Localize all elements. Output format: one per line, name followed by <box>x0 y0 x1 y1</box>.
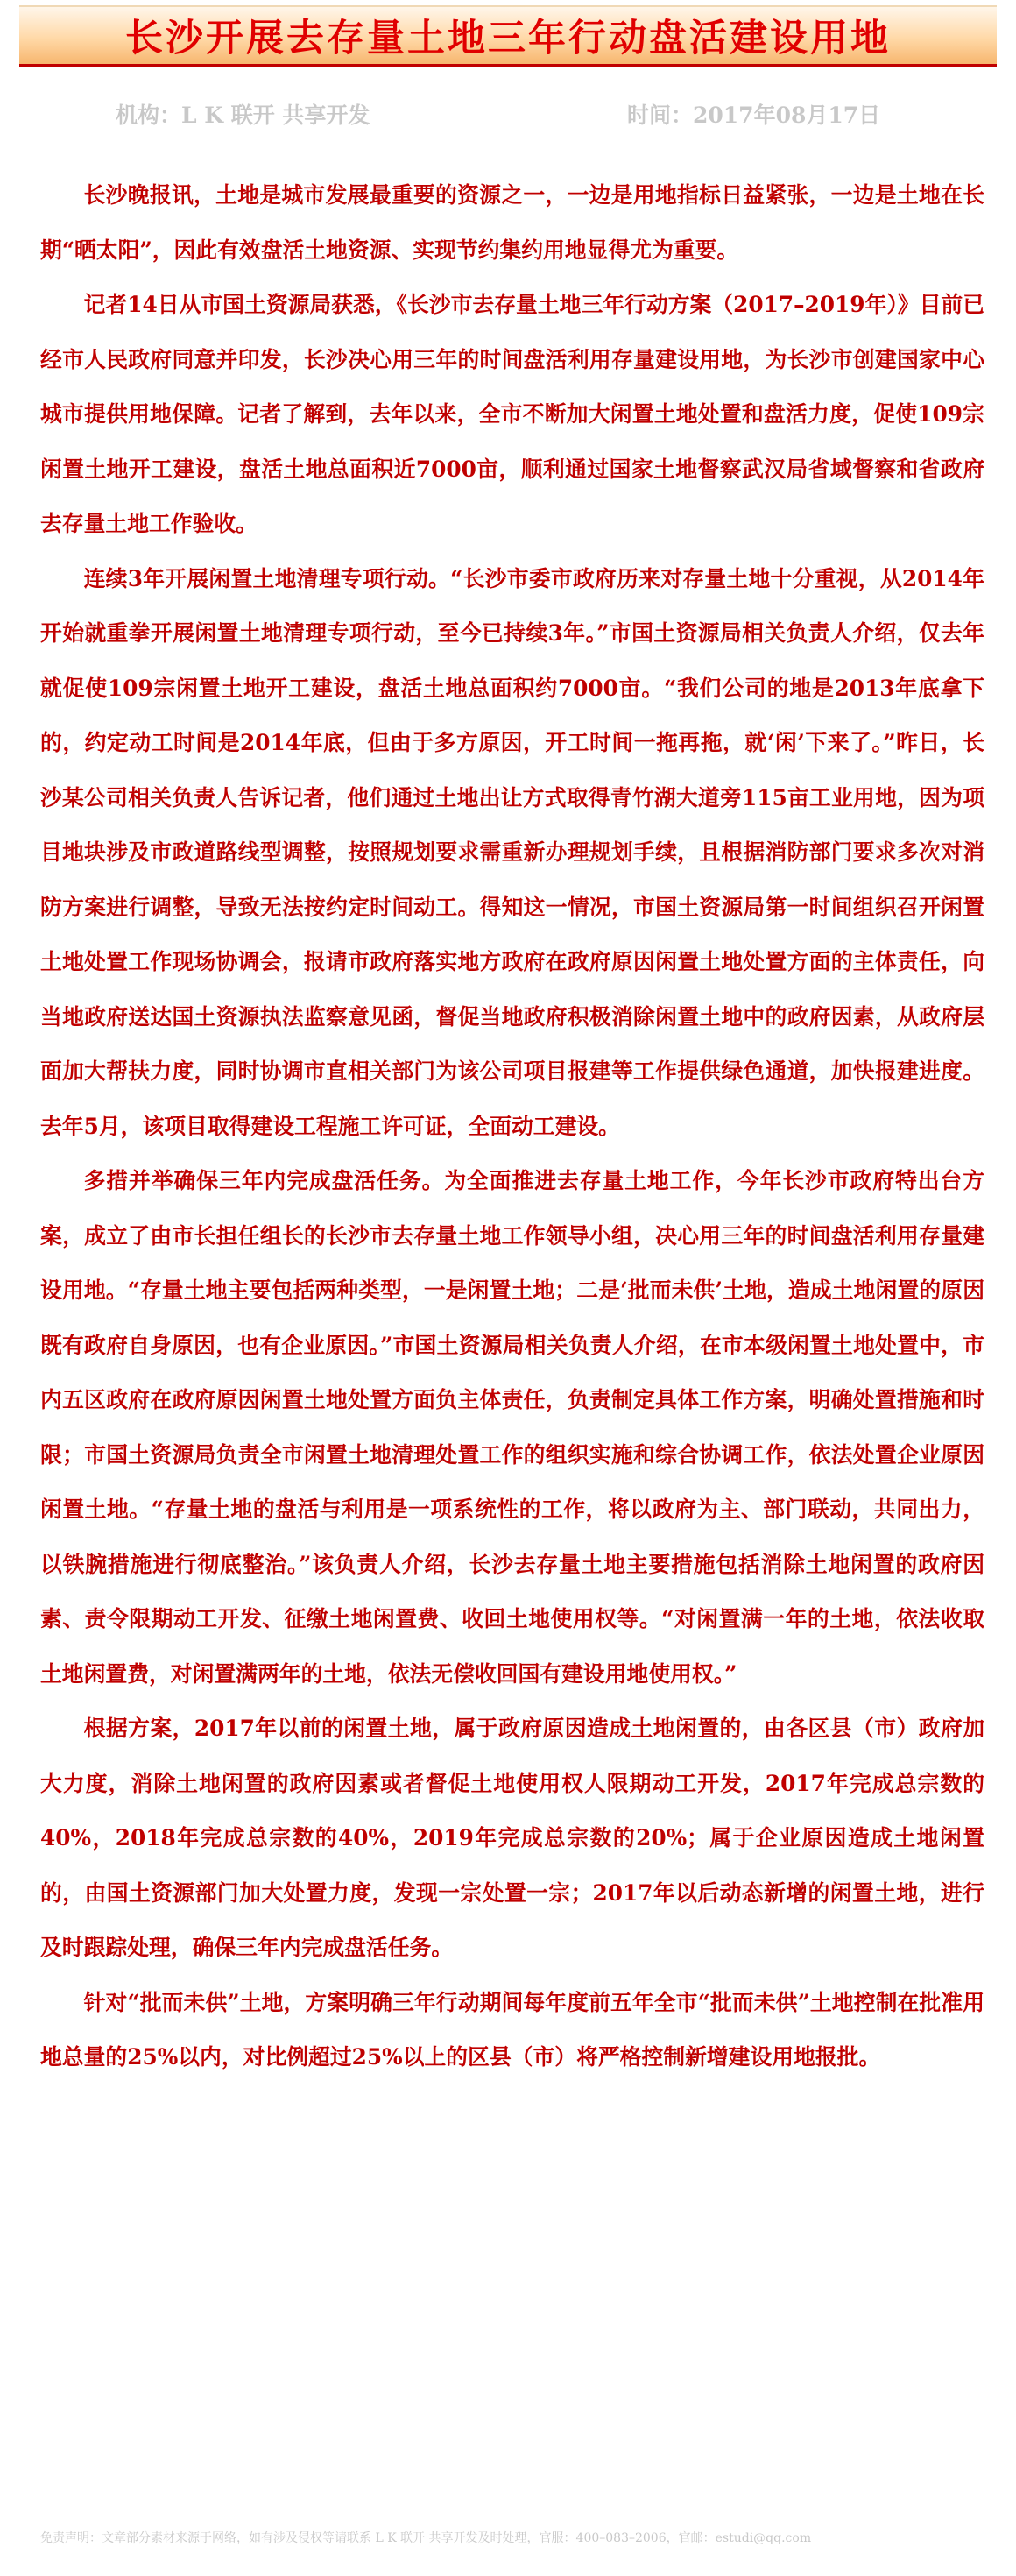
article-meta <box>0 98 1016 133</box>
article-body <box>40 168 984 2085</box>
paragraph-measures: 多措并举确保三年内完成盘活任务。为全面推进去存量土地工作，今年长沙市政府特出台方案，成立了由市长担任组长的长沙市去存量土地工作领导小组，决心用三年的时间盘活利用存量建设用地。“存量土地主要包括两种类型，一是闲置土地；二是‘批而未供’土地，造成土地闲置的原因既有政府自身原因，也有企业原因。”市国土资源局相关负责人介绍，在市本级闲置土地处置中，市内五区政府在政府原因闲置土地处置方面负主体责任，负责制定具体工作方案，明确处置措施和时限；市国土资源局负责全市闲置土地清理处置工作的组织实施和综合协调工作，依法处置企业原因闲置土地。“存量土地的盘活与利用是一项系统性的工作，将以政府为主、部门联动，共同出力，以铁腕措施进行彻底整治。”该负责人介绍，长沙去存量土地主要措施包括消除土地闲置的政府因素、责令限期动工开发、征缴土地闲置费、收回土地使用权等。“对闲置满一年的土地，依法收取土地闲置费，对闲置满两年的土地，依法无偿收回国有建设用地使用权。” <box>40 1168 984 1687</box>
paragraph-unsupplied-land: 针对“批而未供”土地，方案明确三年行动期间每年度前五年全市“批而未供”土地控制在批准用地总量的25%以内，对比例超过25%以上的区县（市）将严格控制新增建设用地报批。 <box>40 1989 984 2070</box>
paragraph-plan: 记者14日从市国土资源局获悉，《长沙市去存量土地三年行动方案（2017–2019年）》目前已经市人民政府同意并印发，长沙决心用三年的时间盘活利用存量建设用地，为长沙市创建国家中心城市提供用地保障。记者了解到，去年以来，全市不断加大闲置土地处置和盘活力度，促使109宗闲置土地开工建设，盘活土地总面积近7000亩，顺利通过国家土地督察武汉局省域督察和省政府去存量土地工作验收。 <box>40 292 984 536</box>
organization-label: 机构：L K 联开 共享开发 <box>116 103 370 128</box>
paragraph-cleanup: 连续3年开展闲置土地清理专项行动。“长沙市委市政府历来对存量土地十分重视，从2014年开始就重拳开展闲置土地清理专项行动，至今已持续3年。”市国土资源局相关负责人介绍，仅去年就促使109宗闲置土地开工建设，盘活土地总面积约7000亩。“我们公司的地是2013年底拿下的，约定动工时间是2014年底，但由于多方原因，开工时间一拖再拖，就‘闲’下来了。”昨日，长沙某公司相关负责人告诉记者，他们通过土地出让方式取得青竹湖大道旁115亩工业用地，因为项目地块涉及市政道路线型调整，按照规划要求需重新办理规划手续，且根据消防部门要求多次对消防方案进行调整，导致无法按约定时间动工。得知这一情况，市国土资源局第一时间组织召开闲置土地处置工作现场协调会，报请市政府落实地方政府在政府原因闲置土地处置方面的主体责任，向当地政府送达国土资源执法监察意见函，督促当地政府积极消除闲置土地中的政府因素，从政府层面加大帮扶力度，同时协调市直相关部门为该公司项目报建等工作提供绿色通道，加快报建进度。去年5月，该项目取得建设工程施工许可证，全面动工建设。 <box>40 565 984 1139</box>
page-title: 长沙开展去存量土地三年行动盘活建设用地 <box>125 17 891 60</box>
publish-time: 时间：2017年08月17日 <box>627 103 881 128</box>
title-banner <box>19 5 997 67</box>
paragraph-intro: 长沙晚报讯，土地是城市发展最重要的资源之一，一边是用地指标日益紧张，一边是土地在长期“晒太阳”，因此有效盘活土地资源、实现节约集约用地显得尤为重要。 <box>40 182 984 263</box>
paragraph-schedule: 根据方案，2017年以前的闲置土地，属于政府原因造成土地闲置的，由各区县（市）政府加大力度，消除土地闲置的政府因素或者督促土地使用权人限期动工开发，2017年完成总宗数的40%，2018年完成总宗数的40%，2019年完成总宗数的20%；属于企业原因造成土地闲置的，由国土资源部门加大处置力度，发现一宗处置一宗；2017年以后动态新增的闲置土地，进行及时跟踪处理，确保三年内完成盘活任务。 <box>40 1716 984 1960</box>
footer-disclaimer: 免责声明：文章部分素材来源于网络，如有涉及侵权等请联系 L K 联开 共享开发及时处理，官服：400–083–2006，官邮：estudi@qq.com <box>40 2531 812 2545</box>
